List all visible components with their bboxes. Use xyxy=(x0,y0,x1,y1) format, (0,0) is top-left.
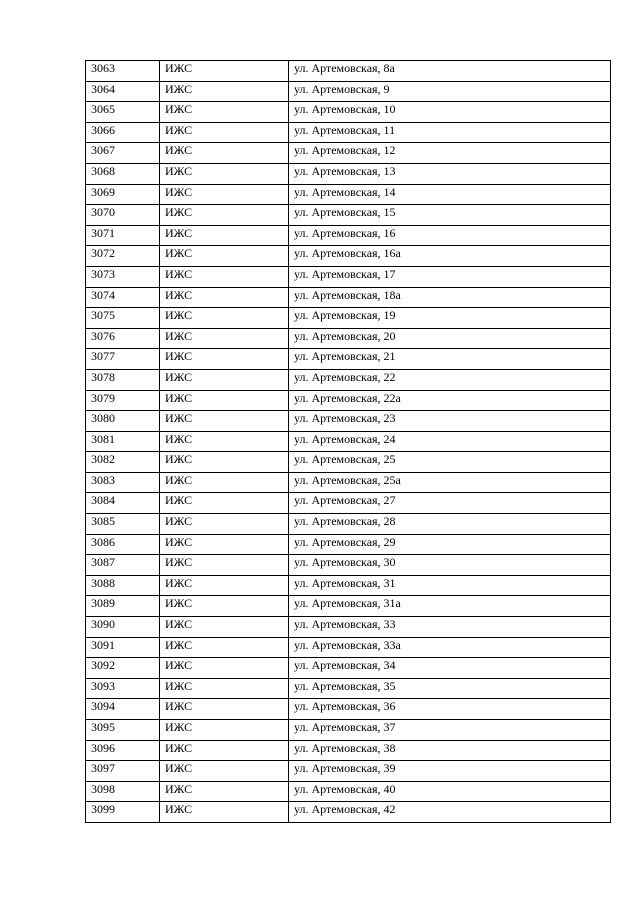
address-cell: ул. Артемовская, 22а xyxy=(289,390,611,411)
table-row xyxy=(86,617,611,638)
record-number-cell: 3068 xyxy=(86,163,160,184)
table-row xyxy=(86,596,611,617)
address-cell: ул. Артемовская, 35 xyxy=(289,678,611,699)
object-type-cell: ИЖС xyxy=(160,143,289,164)
record-number-cell: 3072 xyxy=(86,246,160,267)
object-type-cell: ИЖС xyxy=(160,472,289,493)
record-number-cell: 3073 xyxy=(86,266,160,287)
record-number-cell: 3067 xyxy=(86,143,160,164)
address-cell: ул. Артемовская, 14 xyxy=(289,184,611,205)
record-number-cell: 3088 xyxy=(86,575,160,596)
object-type-cell: ИЖС xyxy=(160,699,289,720)
table-row xyxy=(86,102,611,123)
object-type-cell: ИЖС xyxy=(160,308,289,329)
record-number-cell: 3075 xyxy=(86,308,160,329)
object-type-cell: ИЖС xyxy=(160,761,289,782)
address-cell: ул. Артемовская, 31а xyxy=(289,596,611,617)
table-row xyxy=(86,369,611,390)
table-row xyxy=(86,61,611,82)
table-row xyxy=(86,143,611,164)
registry-table-body xyxy=(86,61,611,823)
address-cell: ул. Артемовская, 28 xyxy=(289,514,611,535)
table-row xyxy=(86,720,611,741)
address-cell: ул. Артемовская, 33 xyxy=(289,617,611,638)
object-type-cell: ИЖС xyxy=(160,266,289,287)
table-row xyxy=(86,761,611,782)
record-number-cell: 3076 xyxy=(86,328,160,349)
table-row xyxy=(86,308,611,329)
table-row xyxy=(86,184,611,205)
object-type-cell: ИЖС xyxy=(160,411,289,432)
object-type-cell: ИЖС xyxy=(160,555,289,576)
object-type-cell: ИЖС xyxy=(160,102,289,123)
record-number-cell: 3084 xyxy=(86,493,160,514)
address-cell: ул. Артемовская, 17 xyxy=(289,266,611,287)
record-number-cell: 3089 xyxy=(86,596,160,617)
address-cell: ул. Артемовская, 40 xyxy=(289,781,611,802)
object-type-cell: ИЖС xyxy=(160,534,289,555)
record-number-cell: 3070 xyxy=(86,205,160,226)
address-registry-table xyxy=(85,60,611,823)
object-type-cell: ИЖС xyxy=(160,205,289,226)
record-number-cell: 3074 xyxy=(86,287,160,308)
object-type-cell: ИЖС xyxy=(160,740,289,761)
table-row xyxy=(86,555,611,576)
record-number-cell: 3080 xyxy=(86,411,160,432)
object-type-cell: ИЖС xyxy=(160,617,289,638)
address-cell: ул. Артемовская, 25а xyxy=(289,472,611,493)
table-row xyxy=(86,225,611,246)
record-number-cell: 3069 xyxy=(86,184,160,205)
table-row xyxy=(86,163,611,184)
table-row xyxy=(86,472,611,493)
table-row xyxy=(86,81,611,102)
record-number-cell: 3077 xyxy=(86,349,160,370)
table-row xyxy=(86,287,611,308)
address-cell: ул. Артемовская, 31 xyxy=(289,575,611,596)
object-type-cell: ИЖС xyxy=(160,246,289,267)
table-row xyxy=(86,246,611,267)
table-row xyxy=(86,740,611,761)
address-cell: ул. Артемовская, 33а xyxy=(289,637,611,658)
address-cell: ул. Артемовская, 27 xyxy=(289,493,611,514)
address-cell: ул. Артемовская, 42 xyxy=(289,802,611,823)
address-cell: ул. Артемовская, 23 xyxy=(289,411,611,432)
record-number-cell: 3092 xyxy=(86,658,160,679)
table-row xyxy=(86,781,611,802)
address-cell: ул. Артемовская, 18а xyxy=(289,287,611,308)
record-number-cell: 3071 xyxy=(86,225,160,246)
record-number-cell: 3098 xyxy=(86,781,160,802)
object-type-cell: ИЖС xyxy=(160,61,289,82)
record-number-cell: 3063 xyxy=(86,61,160,82)
object-type-cell: ИЖС xyxy=(160,163,289,184)
object-type-cell: ИЖС xyxy=(160,122,289,143)
address-cell: ул. Артемовская, 20 xyxy=(289,328,611,349)
record-number-cell: 3079 xyxy=(86,390,160,411)
object-type-cell: ИЖС xyxy=(160,349,289,370)
address-cell: ул. Артемовская, 34 xyxy=(289,658,611,679)
table-row xyxy=(86,534,611,555)
table-row xyxy=(86,802,611,823)
object-type-cell: ИЖС xyxy=(160,678,289,699)
record-number-cell: 3086 xyxy=(86,534,160,555)
object-type-cell: ИЖС xyxy=(160,658,289,679)
object-type-cell: ИЖС xyxy=(160,493,289,514)
object-type-cell: ИЖС xyxy=(160,575,289,596)
table-row xyxy=(86,658,611,679)
table-row xyxy=(86,452,611,473)
record-number-cell: 3066 xyxy=(86,122,160,143)
address-cell: ул. Артемовская, 22 xyxy=(289,369,611,390)
table-row xyxy=(86,637,611,658)
record-number-cell: 3091 xyxy=(86,637,160,658)
record-number-cell: 3090 xyxy=(86,617,160,638)
table-row xyxy=(86,575,611,596)
record-number-cell: 3095 xyxy=(86,720,160,741)
table-row xyxy=(86,122,611,143)
record-number-cell: 3085 xyxy=(86,514,160,535)
address-cell: ул. Артемовская, 19 xyxy=(289,308,611,329)
record-number-cell: 3083 xyxy=(86,472,160,493)
object-type-cell: ИЖС xyxy=(160,514,289,535)
address-cell: ул. Артемовская, 8а xyxy=(289,61,611,82)
object-type-cell: ИЖС xyxy=(160,431,289,452)
record-number-cell: 3087 xyxy=(86,555,160,576)
object-type-cell: ИЖС xyxy=(160,369,289,390)
address-cell: ул. Артемовская, 12 xyxy=(289,143,611,164)
object-type-cell: ИЖС xyxy=(160,225,289,246)
record-number-cell: 3065 xyxy=(86,102,160,123)
table-row xyxy=(86,699,611,720)
table-row xyxy=(86,678,611,699)
object-type-cell: ИЖС xyxy=(160,184,289,205)
record-number-cell: 3081 xyxy=(86,431,160,452)
address-cell: ул. Артемовская, 10 xyxy=(289,102,611,123)
address-cell: ул. Артемовская, 16 xyxy=(289,225,611,246)
object-type-cell: ИЖС xyxy=(160,637,289,658)
table-row xyxy=(86,390,611,411)
table-row xyxy=(86,431,611,452)
address-cell: ул. Артемовская, 30 xyxy=(289,555,611,576)
address-cell: ул. Артемовская, 25 xyxy=(289,452,611,473)
record-number-cell: 3097 xyxy=(86,761,160,782)
table-row xyxy=(86,328,611,349)
address-cell: ул. Артемовская, 24 xyxy=(289,431,611,452)
table-row xyxy=(86,349,611,370)
table-row xyxy=(86,205,611,226)
table-row xyxy=(86,411,611,432)
object-type-cell: ИЖС xyxy=(160,390,289,411)
table-row xyxy=(86,514,611,535)
object-type-cell: ИЖС xyxy=(160,328,289,349)
object-type-cell: ИЖС xyxy=(160,287,289,308)
object-type-cell: ИЖС xyxy=(160,802,289,823)
object-type-cell: ИЖС xyxy=(160,596,289,617)
object-type-cell: ИЖС xyxy=(160,81,289,102)
object-type-cell: ИЖС xyxy=(160,781,289,802)
address-cell: ул. Артемовская, 29 xyxy=(289,534,611,555)
address-cell: ул. Артемовская, 9 xyxy=(289,81,611,102)
address-cell: ул. Артемовская, 36 xyxy=(289,699,611,720)
record-number-cell: 3082 xyxy=(86,452,160,473)
record-number-cell: 3094 xyxy=(86,699,160,720)
address-cell: ул. Артемовская, 38 xyxy=(289,740,611,761)
address-cell: ул. Артемовская, 21 xyxy=(289,349,611,370)
table-row xyxy=(86,266,611,287)
record-number-cell: 3078 xyxy=(86,369,160,390)
address-cell: ул. Артемовская, 39 xyxy=(289,761,611,782)
record-number-cell: 3099 xyxy=(86,802,160,823)
record-number-cell: 3093 xyxy=(86,678,160,699)
object-type-cell: ИЖС xyxy=(160,452,289,473)
record-number-cell: 3096 xyxy=(86,740,160,761)
address-cell: ул. Артемовская, 37 xyxy=(289,720,611,741)
address-cell: ул. Артемовская, 11 xyxy=(289,122,611,143)
record-number-cell: 3064 xyxy=(86,81,160,102)
address-cell: ул. Артемовская, 13 xyxy=(289,163,611,184)
address-cell: ул. Артемовская, 15 xyxy=(289,205,611,226)
table-row xyxy=(86,493,611,514)
address-cell: ул. Артемовская, 16а xyxy=(289,246,611,267)
object-type-cell: ИЖС xyxy=(160,720,289,741)
